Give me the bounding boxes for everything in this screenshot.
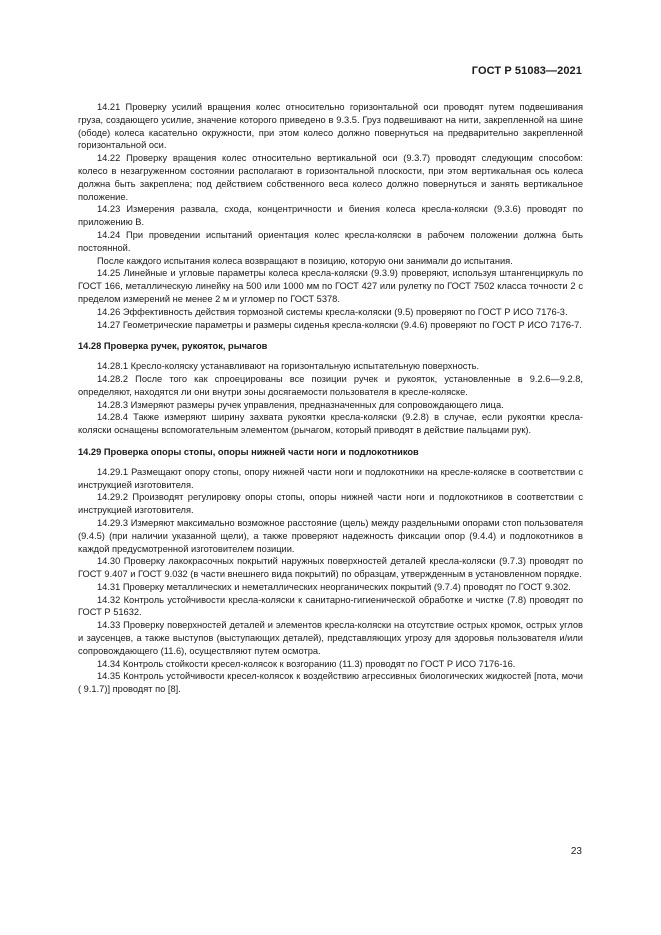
paragraph-14-31: 14.31 Проверку металлических и неметаллических неорганических покрытий (9.7.4) проводят по ГОСТ 9.302. [97,581,571,592]
paragraph-14-22: 14.22 Проверку вращения колес относительно вертикальной оси (9.3.7) проводят следующим способом: колесо в незагруженном состоянии располагают в горизонтальной плоскости, при этом вертикальная ось колеса должна быть закреплена; под действием собственного веса колесо должно повернуться и занять вертикальное положение. [78,153,583,202]
paragraph-14-28-1: 14.28.1 Кресло-коляску устанавливают на горизонтальную испытательную поверхность. [97,361,480,372]
paragraph-14-29-3: 14.29.3 Измеряют максимально возможное расстояние (щель) между раздельными опорами стоп пользователя (9.4.5) (при наличии указанной щели), а также проверяют надежность фиксации опор (9.4.4) и подлокотников в каждой предусмотренной изготовителем позиции. [78,517,583,554]
paragraph-14-30: 14.30 Проверку лакокрасочных покрытий наружных поверхностей деталей кресла-коляски (9.7.3) проводят по ГОСТ 9.407 и ГОСТ 9.032 (в части внешнего вида покрытий) по образцам, утвержденным в установленном порядке. [78,556,583,580]
paragraph-14-24-note: После каждого испытания колеса возвращают в позицию, которую они занимали до испытания. [97,255,513,266]
page-number: 23 [570,846,582,857]
paragraph-14-29-2: 14.29.2 Производят регулировку опоры стопы, опоры нижней части ноги и подлокотников в соответствии с инструкцией изготовителя. [78,492,583,516]
paragraph-14-28-3: 14.28.3 Измеряют размеры ручек управления, предназначенных для сопровождающего лица. [97,399,504,410]
section-heading-14-29: 14.29 Проверка опоры стопы, опоры нижней части ноги и подлокотников [78,446,419,457]
page-body [78,101,583,696]
paragraph-text: 14.21 Проверку усилий вращения колес относительно горизонтальной оси проводят путем подвешивания груза, создающего усилие, значение которого приведено в 9.3.5. Груз подвешивают на нити, закрепленной на шине (ободе) колеса касательно окружности, при этом колесо должно повернуться на предварительно закрепленной горизонтальной оси. [78,102,583,151]
paragraph-14-34: 14.34 Контроль стойкости кресел-колясок к возгоранию (11.3) проводят по ГОСТ Р ИСО 7176-16. [97,658,516,669]
section-heading-14-28: 14.28 Проверка ручек, рукояток, рычагов [78,341,268,352]
paragraph-14-28-4: 14.28.4 Также измеряют ширину захвата рукоятки кресла-коляски (9.2.8) в случае, если рукоятки кресла-коляски оснащены вспомогательным элементом (рычагом, который приводят в действие пальцами рук). [78,412,583,436]
paragraph-14-35: 14.35 Контроль устойчивости кресел-колясок к воздействию агрессивных биологических жидкостей [пота, мочи ( 9.1.7)] проводят по [8]. [78,671,583,695]
paragraph-14-28-2: 14.28.2 После того как спроецированы все позиции ручек и рукояток, установленные в 9.2.6—9.2.8, определяют, находятся ли они внутри зоны досягаемости пользователя в кресле-коляске. [78,373,583,397]
standard-designation: ГОСТ Р 51083—2021 [471,65,582,77]
paragraph-14-33: 14.33 Проверку поверхностей деталей и элементов кресла-коляски на отсутствие острых кромок, острых углов и заусенцев, а также выступов (выступающих деталей), представляющих угрозу для здоровья пользователя и/или сопровождающего (11.6), осуществляют путем осмотра. [78,620,583,656]
paragraph-14-24: 14.24 При проведении испытаний ориентация колес кресла-коляски в рабочем положении должна быть постоянной. [78,229,583,253]
paragraph-14-32: 14.32 Контроль устойчивости кресла-коляски к санитарно-гигиенической обработке и чистке (7.8) проводят по ГОСТ Р 51632. [78,594,583,618]
paragraph-14-25: 14.25 Линейные и угловые параметры колеса кресла-коляски (9.3.9) проверяют, используя штангенциркуль по ГОСТ 166, металлическую линейку на 500 или 1000 мм по ГОСТ 427 или рулетку по ГОСТ 7502 класса точности 2 с пределом измерений не менее 2 м и угломер по ГОСТ 5378. [78,268,583,304]
paragraph-14-29-1: 14.29.1 Размещают опору стопы, опору нижней части ноги и подлокотники на кресле-коляске в соответствии с инструкцией изготовителя. [78,466,583,490]
paragraph-14-21 [78,101,583,152]
paragraph-14-23: 14.23 Измерения развала, схода, концентричности и биения колеса кресла-коляски (9.3.6) проводят по приложению В. [78,204,583,228]
paragraph-14-27: 14.27 Геометрические параметры и размеры сиденья кресла-коляски (9.4.6) проверяют по ГОСТ Р ИСО 7176-7. [97,319,582,330]
paragraph-14-26: 14.26 Эффективность действия тормозной системы кресла-коляски (9.5) проверяют по ГОСТ Р ИСО 7176-3. [97,306,568,317]
